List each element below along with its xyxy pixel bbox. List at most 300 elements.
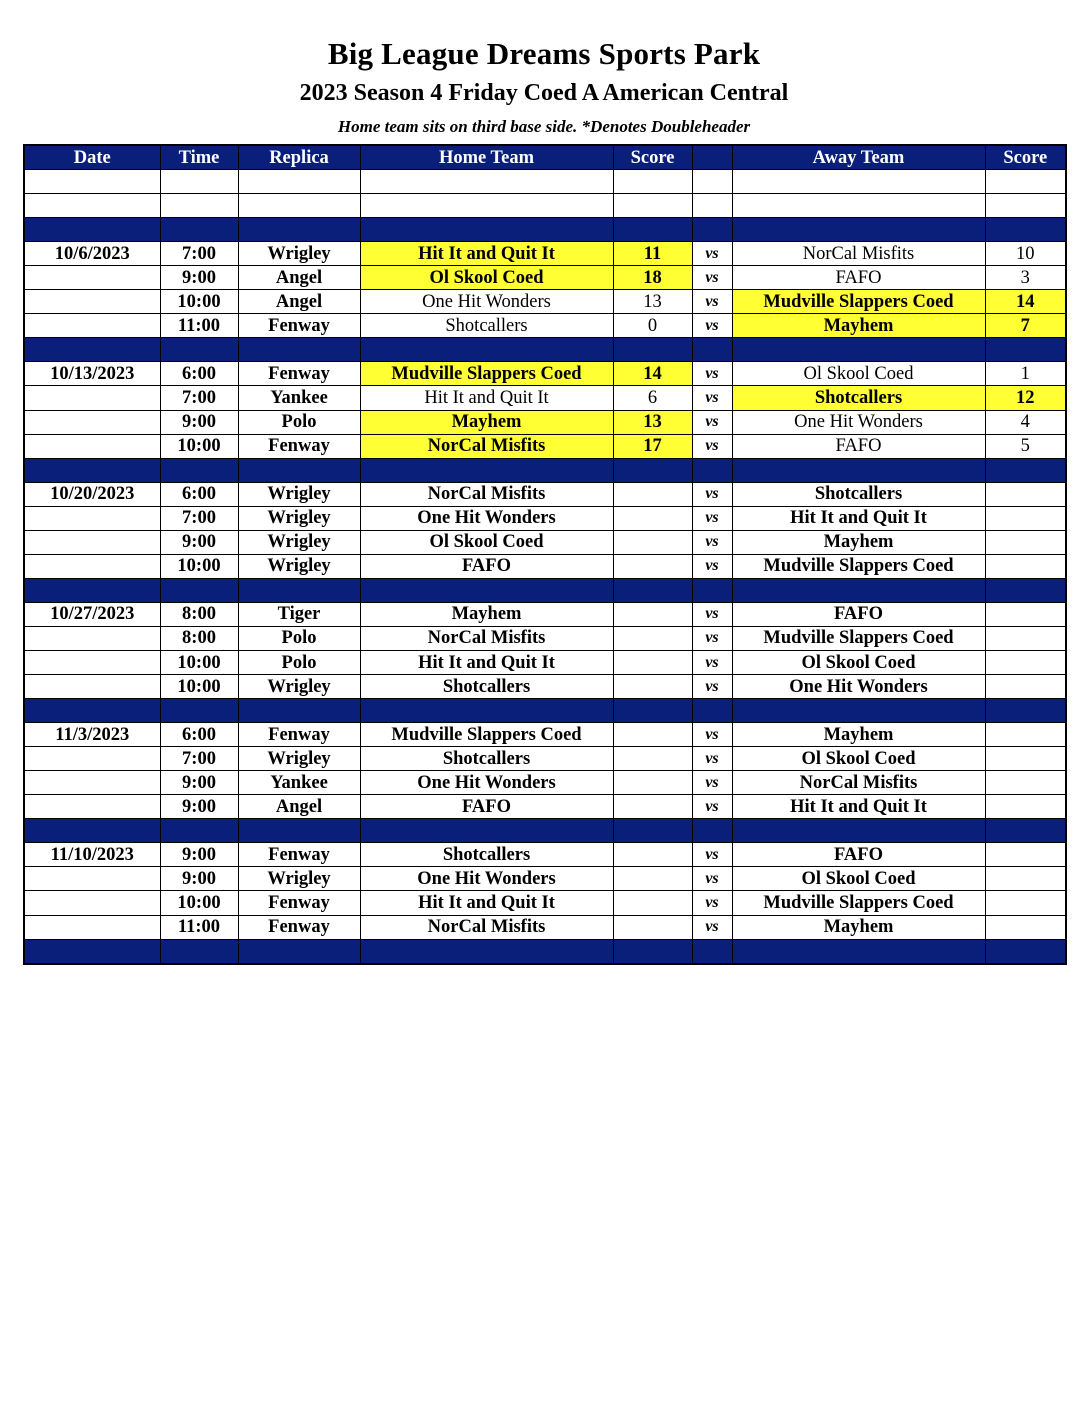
home-team-cell: NorCal Misfits xyxy=(360,434,613,458)
col-header-home-score: Score xyxy=(613,145,692,170)
separator-cell xyxy=(160,699,238,723)
separator-cell xyxy=(985,338,1066,362)
separator-cell xyxy=(238,458,360,482)
replica-cell: Fenway xyxy=(238,434,360,458)
date-cell xyxy=(24,771,160,795)
home-score-cell xyxy=(613,530,692,554)
col-header-away-team: Away Team xyxy=(732,145,985,170)
date-cell xyxy=(24,506,160,530)
away-team-cell: Mudville Slappers Coed xyxy=(732,290,985,314)
home-score-cell xyxy=(613,867,692,891)
vs-cell: vs xyxy=(692,386,732,410)
replica-cell: Fenway xyxy=(238,915,360,939)
game-row xyxy=(24,675,1066,699)
col-header-replica: Replica xyxy=(238,145,360,170)
vs-cell: vs xyxy=(692,506,732,530)
away-score-cell xyxy=(985,482,1066,506)
game-row xyxy=(24,482,1066,506)
replica-cell: Wrigley xyxy=(238,242,360,266)
replica-cell: Wrigley xyxy=(238,867,360,891)
away-team-cell: Shotcallers xyxy=(732,386,985,410)
separator-cell xyxy=(985,458,1066,482)
separator-cell xyxy=(238,699,360,723)
home-score-cell xyxy=(613,795,692,819)
time-cell: 8:00 xyxy=(160,626,238,650)
vs-cell: vs xyxy=(692,434,732,458)
away-score-cell xyxy=(985,915,1066,939)
game-row xyxy=(24,554,1066,578)
home-team-cell: FAFO xyxy=(360,795,613,819)
home-team-cell: One Hit Wonders xyxy=(360,771,613,795)
separator-row xyxy=(24,458,1066,482)
date-cell xyxy=(24,867,160,891)
separator-cell xyxy=(613,699,692,723)
replica-cell: Wrigley xyxy=(238,530,360,554)
game-row xyxy=(24,314,1066,338)
time-cell: 8:00 xyxy=(160,602,238,626)
game-row xyxy=(24,266,1066,290)
away-score-cell xyxy=(985,650,1066,674)
separator-row xyxy=(24,819,1066,843)
away-score-cell xyxy=(985,626,1066,650)
separator-cell xyxy=(732,578,985,602)
time-cell: 9:00 xyxy=(160,795,238,819)
time-cell: 6:00 xyxy=(160,723,238,747)
home-score-cell xyxy=(613,626,692,650)
vs-cell: vs xyxy=(692,867,732,891)
separator-cell xyxy=(360,338,613,362)
away-score-cell xyxy=(985,675,1066,699)
blank-cell xyxy=(692,170,732,194)
home-team-cell: One Hit Wonders xyxy=(360,506,613,530)
blank-cell xyxy=(732,194,985,218)
vs-cell: vs xyxy=(692,723,732,747)
away-score-cell xyxy=(985,843,1066,867)
separator-cell xyxy=(732,939,985,964)
replica-cell: Fenway xyxy=(238,723,360,747)
vs-cell: vs xyxy=(692,915,732,939)
away-team-cell: NorCal Misfits xyxy=(732,771,985,795)
game-row xyxy=(24,843,1066,867)
home-team-cell: NorCal Misfits xyxy=(360,915,613,939)
away-team-cell: Mayhem xyxy=(732,530,985,554)
blank-cell xyxy=(238,194,360,218)
schedule-table xyxy=(23,144,1067,965)
separator-row xyxy=(24,939,1066,964)
separator-cell xyxy=(732,218,985,242)
away-score-cell xyxy=(985,602,1066,626)
away-team-cell: Mudville Slappers Coed xyxy=(732,554,985,578)
separator-cell xyxy=(24,939,160,964)
separator-row xyxy=(24,338,1066,362)
game-row xyxy=(24,747,1066,771)
blank-cell xyxy=(732,170,985,194)
blank-cell xyxy=(24,170,160,194)
away-team-cell: FAFO xyxy=(732,602,985,626)
home-team-cell: Mayhem xyxy=(360,410,613,434)
separator-cell xyxy=(985,939,1066,964)
away-score-cell: 4 xyxy=(985,410,1066,434)
separator-cell xyxy=(238,578,360,602)
date-cell: 10/13/2023 xyxy=(24,362,160,386)
home-score-cell xyxy=(613,891,692,915)
game-row xyxy=(24,795,1066,819)
away-team-cell: Hit It and Quit It xyxy=(732,795,985,819)
blank-cell xyxy=(985,194,1066,218)
vs-cell: vs xyxy=(692,482,732,506)
separator-cell xyxy=(613,218,692,242)
separator-cell xyxy=(24,699,160,723)
home-team-cell: Shotcallers xyxy=(360,747,613,771)
away-score-cell xyxy=(985,867,1066,891)
blank-cell xyxy=(360,170,613,194)
time-cell: 10:00 xyxy=(160,290,238,314)
replica-cell: Wrigley xyxy=(238,747,360,771)
time-cell: 6:00 xyxy=(160,362,238,386)
game-row xyxy=(24,867,1066,891)
home-team-cell: FAFO xyxy=(360,554,613,578)
away-team-cell: Mayhem xyxy=(732,723,985,747)
date-cell xyxy=(24,530,160,554)
home-team-cell: One Hit Wonders xyxy=(360,867,613,891)
replica-cell: Fenway xyxy=(238,314,360,338)
home-team-cell: NorCal Misfits xyxy=(360,626,613,650)
vs-cell: vs xyxy=(692,410,732,434)
vs-cell: vs xyxy=(692,747,732,771)
home-team-cell: Shotcallers xyxy=(360,843,613,867)
replica-cell: Wrigley xyxy=(238,675,360,699)
away-team-cell: NorCal Misfits xyxy=(732,242,985,266)
away-team-cell: Ol Skool Coed xyxy=(732,867,985,891)
home-score-cell xyxy=(613,915,692,939)
date-cell xyxy=(24,314,160,338)
away-score-cell xyxy=(985,771,1066,795)
date-cell: 10/6/2023 xyxy=(24,242,160,266)
away-score-cell: 3 xyxy=(985,266,1066,290)
date-cell: 10/20/2023 xyxy=(24,482,160,506)
game-row xyxy=(24,434,1066,458)
replica-cell: Fenway xyxy=(238,362,360,386)
time-cell: 7:00 xyxy=(160,386,238,410)
vs-cell: vs xyxy=(692,530,732,554)
separator-cell xyxy=(160,218,238,242)
schedule-note: Home team sits on third base side. *Denotes Doubleheader xyxy=(337,117,751,136)
home-team-cell: Hit It and Quit It xyxy=(360,891,613,915)
game-row xyxy=(24,915,1066,939)
home-team-cell: Ol Skool Coed xyxy=(360,530,613,554)
separator-row xyxy=(24,578,1066,602)
replica-cell: Angel xyxy=(238,266,360,290)
game-row xyxy=(24,650,1066,674)
separator-cell xyxy=(692,338,732,362)
date-cell xyxy=(24,554,160,578)
home-team-cell: Hit It and Quit It xyxy=(360,650,613,674)
time-cell: 11:00 xyxy=(160,314,238,338)
replica-cell: Wrigley xyxy=(238,506,360,530)
home-team-cell: Mudville Slappers Coed xyxy=(360,362,613,386)
away-team-cell: FAFO xyxy=(732,843,985,867)
away-score-cell: 7 xyxy=(985,314,1066,338)
separator-cell xyxy=(985,819,1066,843)
vs-cell: vs xyxy=(692,891,732,915)
vs-cell: vs xyxy=(692,602,732,626)
date-cell: 11/3/2023 xyxy=(24,723,160,747)
away-team-cell: Ol Skool Coed xyxy=(732,362,985,386)
home-score-cell xyxy=(613,723,692,747)
home-score-cell xyxy=(613,747,692,771)
separator-cell xyxy=(360,218,613,242)
away-team-cell: FAFO xyxy=(732,266,985,290)
time-cell: 10:00 xyxy=(160,434,238,458)
away-team-cell: Ol Skool Coed xyxy=(732,747,985,771)
away-score-cell xyxy=(985,554,1066,578)
replica-cell: Wrigley xyxy=(238,554,360,578)
away-team-cell: One Hit Wonders xyxy=(732,675,985,699)
away-score-cell: 1 xyxy=(985,362,1066,386)
separator-cell xyxy=(692,819,732,843)
replica-cell: Fenway xyxy=(238,843,360,867)
date-cell: 11/10/2023 xyxy=(24,843,160,867)
col-header-time: Time xyxy=(160,145,238,170)
replica-cell: Wrigley xyxy=(238,482,360,506)
time-cell: 10:00 xyxy=(160,650,238,674)
separator-cell xyxy=(732,699,985,723)
away-team-cell: Hit It and Quit It xyxy=(732,506,985,530)
date-cell xyxy=(24,266,160,290)
blank-cell xyxy=(238,170,360,194)
separator-cell xyxy=(985,218,1066,242)
away-score-cell xyxy=(985,891,1066,915)
away-team-cell: FAFO xyxy=(732,434,985,458)
vs-cell: vs xyxy=(692,675,732,699)
time-cell: 9:00 xyxy=(160,843,238,867)
col-header-away-score: Score xyxy=(985,145,1066,170)
home-score-cell xyxy=(613,675,692,699)
separator-cell xyxy=(24,218,160,242)
away-score-cell: 14 xyxy=(985,290,1066,314)
home-team-cell: Shotcallers xyxy=(360,314,613,338)
date-cell xyxy=(24,891,160,915)
vs-cell: vs xyxy=(692,771,732,795)
page-title: Big League Dreams Sports Park xyxy=(327,36,761,71)
separator-cell xyxy=(360,699,613,723)
time-cell: 9:00 xyxy=(160,410,238,434)
game-row xyxy=(24,410,1066,434)
replica-cell: Polo xyxy=(238,650,360,674)
separator-cell xyxy=(24,578,160,602)
time-cell: 10:00 xyxy=(160,675,238,699)
time-cell: 7:00 xyxy=(160,506,238,530)
time-cell: 7:00 xyxy=(160,242,238,266)
home-team-cell: One Hit Wonders xyxy=(360,290,613,314)
table-header-row xyxy=(24,145,1066,170)
date-cell xyxy=(24,290,160,314)
away-score-cell: 10 xyxy=(985,242,1066,266)
time-cell: 9:00 xyxy=(160,530,238,554)
separator-cell xyxy=(692,458,732,482)
separator-cell xyxy=(613,458,692,482)
home-score-cell: 18 xyxy=(613,266,692,290)
blank-cell xyxy=(692,194,732,218)
vs-cell: vs xyxy=(692,554,732,578)
vs-cell: vs xyxy=(692,626,732,650)
home-score-cell xyxy=(613,602,692,626)
away-score-cell xyxy=(985,795,1066,819)
date-cell xyxy=(24,650,160,674)
blank-row xyxy=(24,194,1066,218)
separator-cell xyxy=(24,338,160,362)
separator-cell xyxy=(238,218,360,242)
separator-cell xyxy=(160,338,238,362)
separator-row xyxy=(24,218,1066,242)
separator-cell xyxy=(613,578,692,602)
home-team-cell: Mayhem xyxy=(360,602,613,626)
date-cell: 10/27/2023 xyxy=(24,602,160,626)
col-header-home-team: Home Team xyxy=(360,145,613,170)
replica-cell: Angel xyxy=(238,795,360,819)
home-score-cell: 17 xyxy=(613,434,692,458)
blank-cell xyxy=(613,170,692,194)
away-team-cell: Mayhem xyxy=(732,314,985,338)
game-row xyxy=(24,771,1066,795)
date-cell xyxy=(24,386,160,410)
time-cell: 10:00 xyxy=(160,891,238,915)
away-team-cell: One Hit Wonders xyxy=(732,410,985,434)
schedule-body xyxy=(24,170,1066,964)
game-row xyxy=(24,723,1066,747)
separator-cell xyxy=(238,939,360,964)
vs-cell: vs xyxy=(692,314,732,338)
separator-cell xyxy=(985,699,1066,723)
separator-cell xyxy=(360,578,613,602)
blank-cell xyxy=(160,170,238,194)
home-score-cell xyxy=(613,843,692,867)
vs-cell: vs xyxy=(692,362,732,386)
col-header-vs xyxy=(692,145,732,170)
separator-cell xyxy=(160,819,238,843)
game-row xyxy=(24,626,1066,650)
away-team-cell: Mudville Slappers Coed xyxy=(732,891,985,915)
home-score-cell: 13 xyxy=(613,290,692,314)
separator-cell xyxy=(24,819,160,843)
separator-cell xyxy=(160,458,238,482)
date-cell xyxy=(24,747,160,771)
separator-cell xyxy=(985,578,1066,602)
home-score-cell: 14 xyxy=(613,362,692,386)
home-team-cell: Hit It and Quit It xyxy=(360,242,613,266)
home-team-cell: NorCal Misfits xyxy=(360,482,613,506)
home-score-cell: 13 xyxy=(613,410,692,434)
vs-cell: vs xyxy=(692,242,732,266)
vs-cell: vs xyxy=(692,843,732,867)
away-score-cell: 5 xyxy=(985,434,1066,458)
replica-cell: Fenway xyxy=(238,891,360,915)
home-team-cell: Mudville Slappers Coed xyxy=(360,723,613,747)
time-cell: 9:00 xyxy=(160,266,238,290)
date-cell xyxy=(24,434,160,458)
date-cell xyxy=(24,915,160,939)
separator-cell xyxy=(24,458,160,482)
separator-cell xyxy=(360,458,613,482)
game-row xyxy=(24,386,1066,410)
replica-cell: Polo xyxy=(238,410,360,434)
vs-cell: vs xyxy=(692,290,732,314)
separator-cell xyxy=(613,939,692,964)
time-cell: 9:00 xyxy=(160,771,238,795)
game-row xyxy=(24,891,1066,915)
time-cell: 10:00 xyxy=(160,554,238,578)
away-team-cell: Mudville Slappers Coed xyxy=(732,626,985,650)
separator-cell xyxy=(238,819,360,843)
home-score-cell xyxy=(613,482,692,506)
col-header-date: Date xyxy=(24,145,160,170)
away-score-cell xyxy=(985,747,1066,771)
separator-row xyxy=(24,699,1066,723)
date-cell xyxy=(24,675,160,699)
blank-cell xyxy=(985,170,1066,194)
date-cell xyxy=(24,795,160,819)
blank-cell xyxy=(360,194,613,218)
separator-cell xyxy=(692,699,732,723)
replica-cell: Polo xyxy=(238,626,360,650)
replica-cell: Yankee xyxy=(238,386,360,410)
replica-cell: Tiger xyxy=(238,602,360,626)
blank-row xyxy=(24,170,1066,194)
separator-cell xyxy=(238,338,360,362)
game-row xyxy=(24,242,1066,266)
separator-cell xyxy=(360,819,613,843)
separator-cell xyxy=(360,939,613,964)
time-cell: 7:00 xyxy=(160,747,238,771)
time-cell: 6:00 xyxy=(160,482,238,506)
vs-cell: vs xyxy=(692,266,732,290)
blank-cell xyxy=(24,194,160,218)
home-score-cell: 6 xyxy=(613,386,692,410)
separator-cell xyxy=(160,939,238,964)
separator-cell xyxy=(160,578,238,602)
away-team-cell: Mayhem xyxy=(732,915,985,939)
away-team-cell: Ol Skool Coed xyxy=(732,650,985,674)
game-row xyxy=(24,602,1066,626)
separator-cell xyxy=(692,218,732,242)
separator-cell xyxy=(732,458,985,482)
home-team-cell: Shotcallers xyxy=(360,675,613,699)
home-score-cell xyxy=(613,650,692,674)
home-score-cell xyxy=(613,554,692,578)
separator-cell xyxy=(613,338,692,362)
time-cell: 9:00 xyxy=(160,867,238,891)
game-row xyxy=(24,506,1066,530)
home-score-cell: 11 xyxy=(613,242,692,266)
time-cell: 11:00 xyxy=(160,915,238,939)
blank-cell xyxy=(160,194,238,218)
away-score-cell xyxy=(985,723,1066,747)
game-row xyxy=(24,362,1066,386)
home-team-cell: Ol Skool Coed xyxy=(360,266,613,290)
vs-cell: vs xyxy=(692,795,732,819)
separator-cell xyxy=(692,578,732,602)
away-score-cell: 12 xyxy=(985,386,1066,410)
separator-cell xyxy=(732,338,985,362)
game-row xyxy=(24,530,1066,554)
away-score-cell xyxy=(985,530,1066,554)
separator-cell xyxy=(732,819,985,843)
date-cell xyxy=(24,626,160,650)
away-team-cell: Shotcallers xyxy=(732,482,985,506)
page-subtitle: 2023 Season 4 Friday Coed A American Central xyxy=(299,80,789,106)
blank-cell xyxy=(613,194,692,218)
home-team-cell: Hit It and Quit It xyxy=(360,386,613,410)
